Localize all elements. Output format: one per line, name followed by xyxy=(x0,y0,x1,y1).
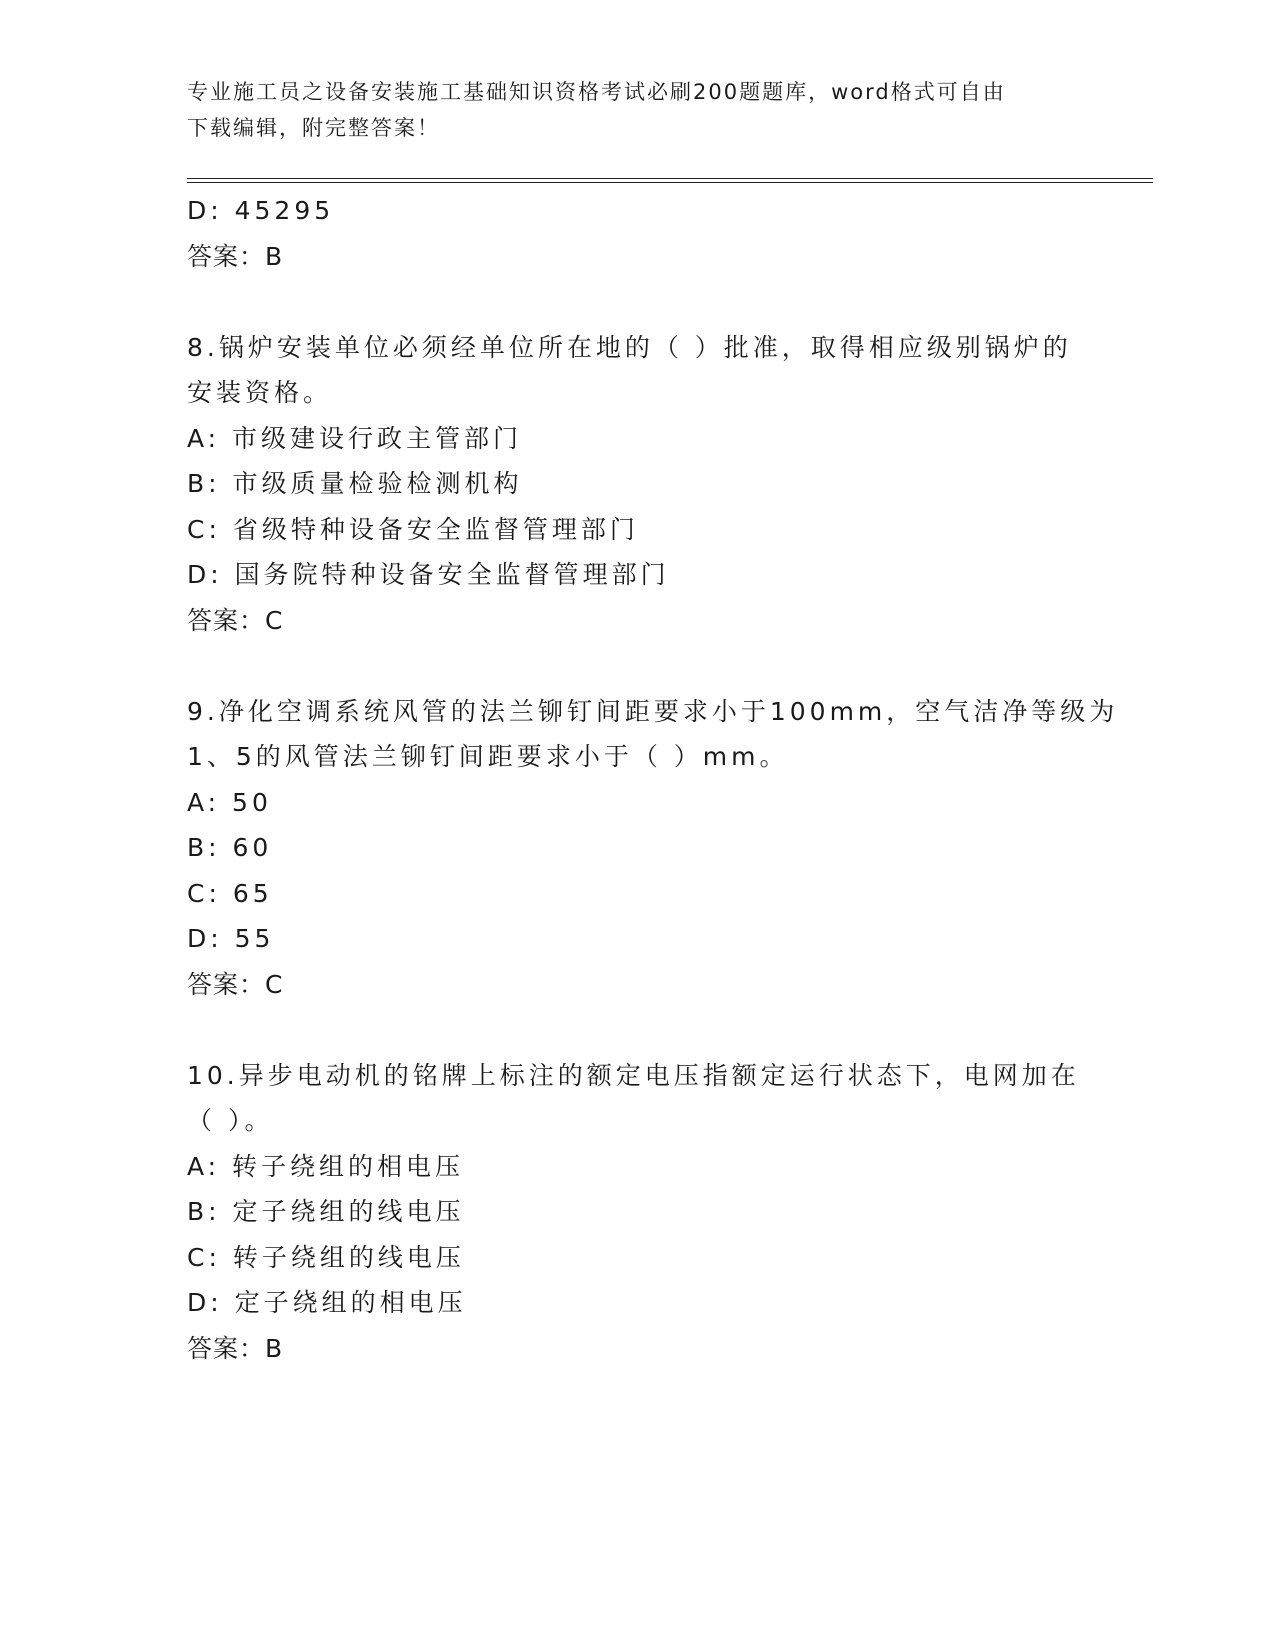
answer-line: 答案：B xyxy=(187,1333,284,1363)
option-b: B: 定子绕组的线电压 xyxy=(187,1197,465,1226)
question-stem-line-2: （ ）。 xyxy=(187,1106,274,1135)
option-a: A: 转子绕组的相电压 xyxy=(187,1151,465,1181)
answer-line: 答案：C xyxy=(187,605,284,635)
header-title-line-1: 专业施工员之设备安装施工基础知识资格考试必刷200题题库，word格式可自由 xyxy=(187,80,1006,104)
option-d: D: 55 xyxy=(187,924,275,953)
option-b: B: 市级质量检验检测机构 xyxy=(187,469,523,498)
question-stem-line-1: 9.净化空调系统风管的法兰铆钉间距要求小于100mm，空气洁净等级为 xyxy=(187,696,1119,726)
page-header xyxy=(187,74,1087,146)
spacer xyxy=(187,279,1087,325)
option-a: A: 50 xyxy=(187,787,272,817)
option-b: B: 60 xyxy=(187,833,273,862)
option-d: D: 45295 xyxy=(187,196,335,225)
option-d: D: 定子绕组的相电压 xyxy=(187,1288,467,1317)
question-10 xyxy=(187,1053,1087,1372)
option-c: C: 65 xyxy=(187,878,273,908)
question-stem-line-1: 10.异步电动机的铭牌上标注的额定电压指额定运行状态下，电网加在 xyxy=(187,1060,1080,1090)
question-9 xyxy=(187,689,1119,1008)
answer-line: 答案：B xyxy=(187,241,284,271)
option-c: C: 省级特种设备安全监督管理部门 xyxy=(187,514,639,544)
option-c: C: 转子绕组的线电压 xyxy=(187,1242,465,1272)
spacer xyxy=(187,643,1087,689)
option-d: D: 国务院特种设备安全监督管理部门 xyxy=(187,560,670,589)
answer-line: 答案：C xyxy=(187,969,284,999)
document-body xyxy=(187,188,1119,1371)
question-stem-line-1: 8.锅炉安装单位必须经单位所在地的（ ）批准，取得相应级别锅炉的 xyxy=(187,332,1072,362)
spacer xyxy=(187,1007,1087,1053)
question-8 xyxy=(187,325,1087,644)
question-stem-line-2: 1、5的风管法兰铆钉间距要求小于（ ）mm。 xyxy=(187,742,789,771)
header-title-line-2: 下载编辑，附完整答案！ xyxy=(187,116,440,140)
question-stem-line-2: 安装资格。 xyxy=(187,378,333,407)
header-divider xyxy=(187,178,1153,183)
option-a: A: 市级建设行政主管部门 xyxy=(187,423,523,453)
previous-question-tail xyxy=(187,188,1087,279)
